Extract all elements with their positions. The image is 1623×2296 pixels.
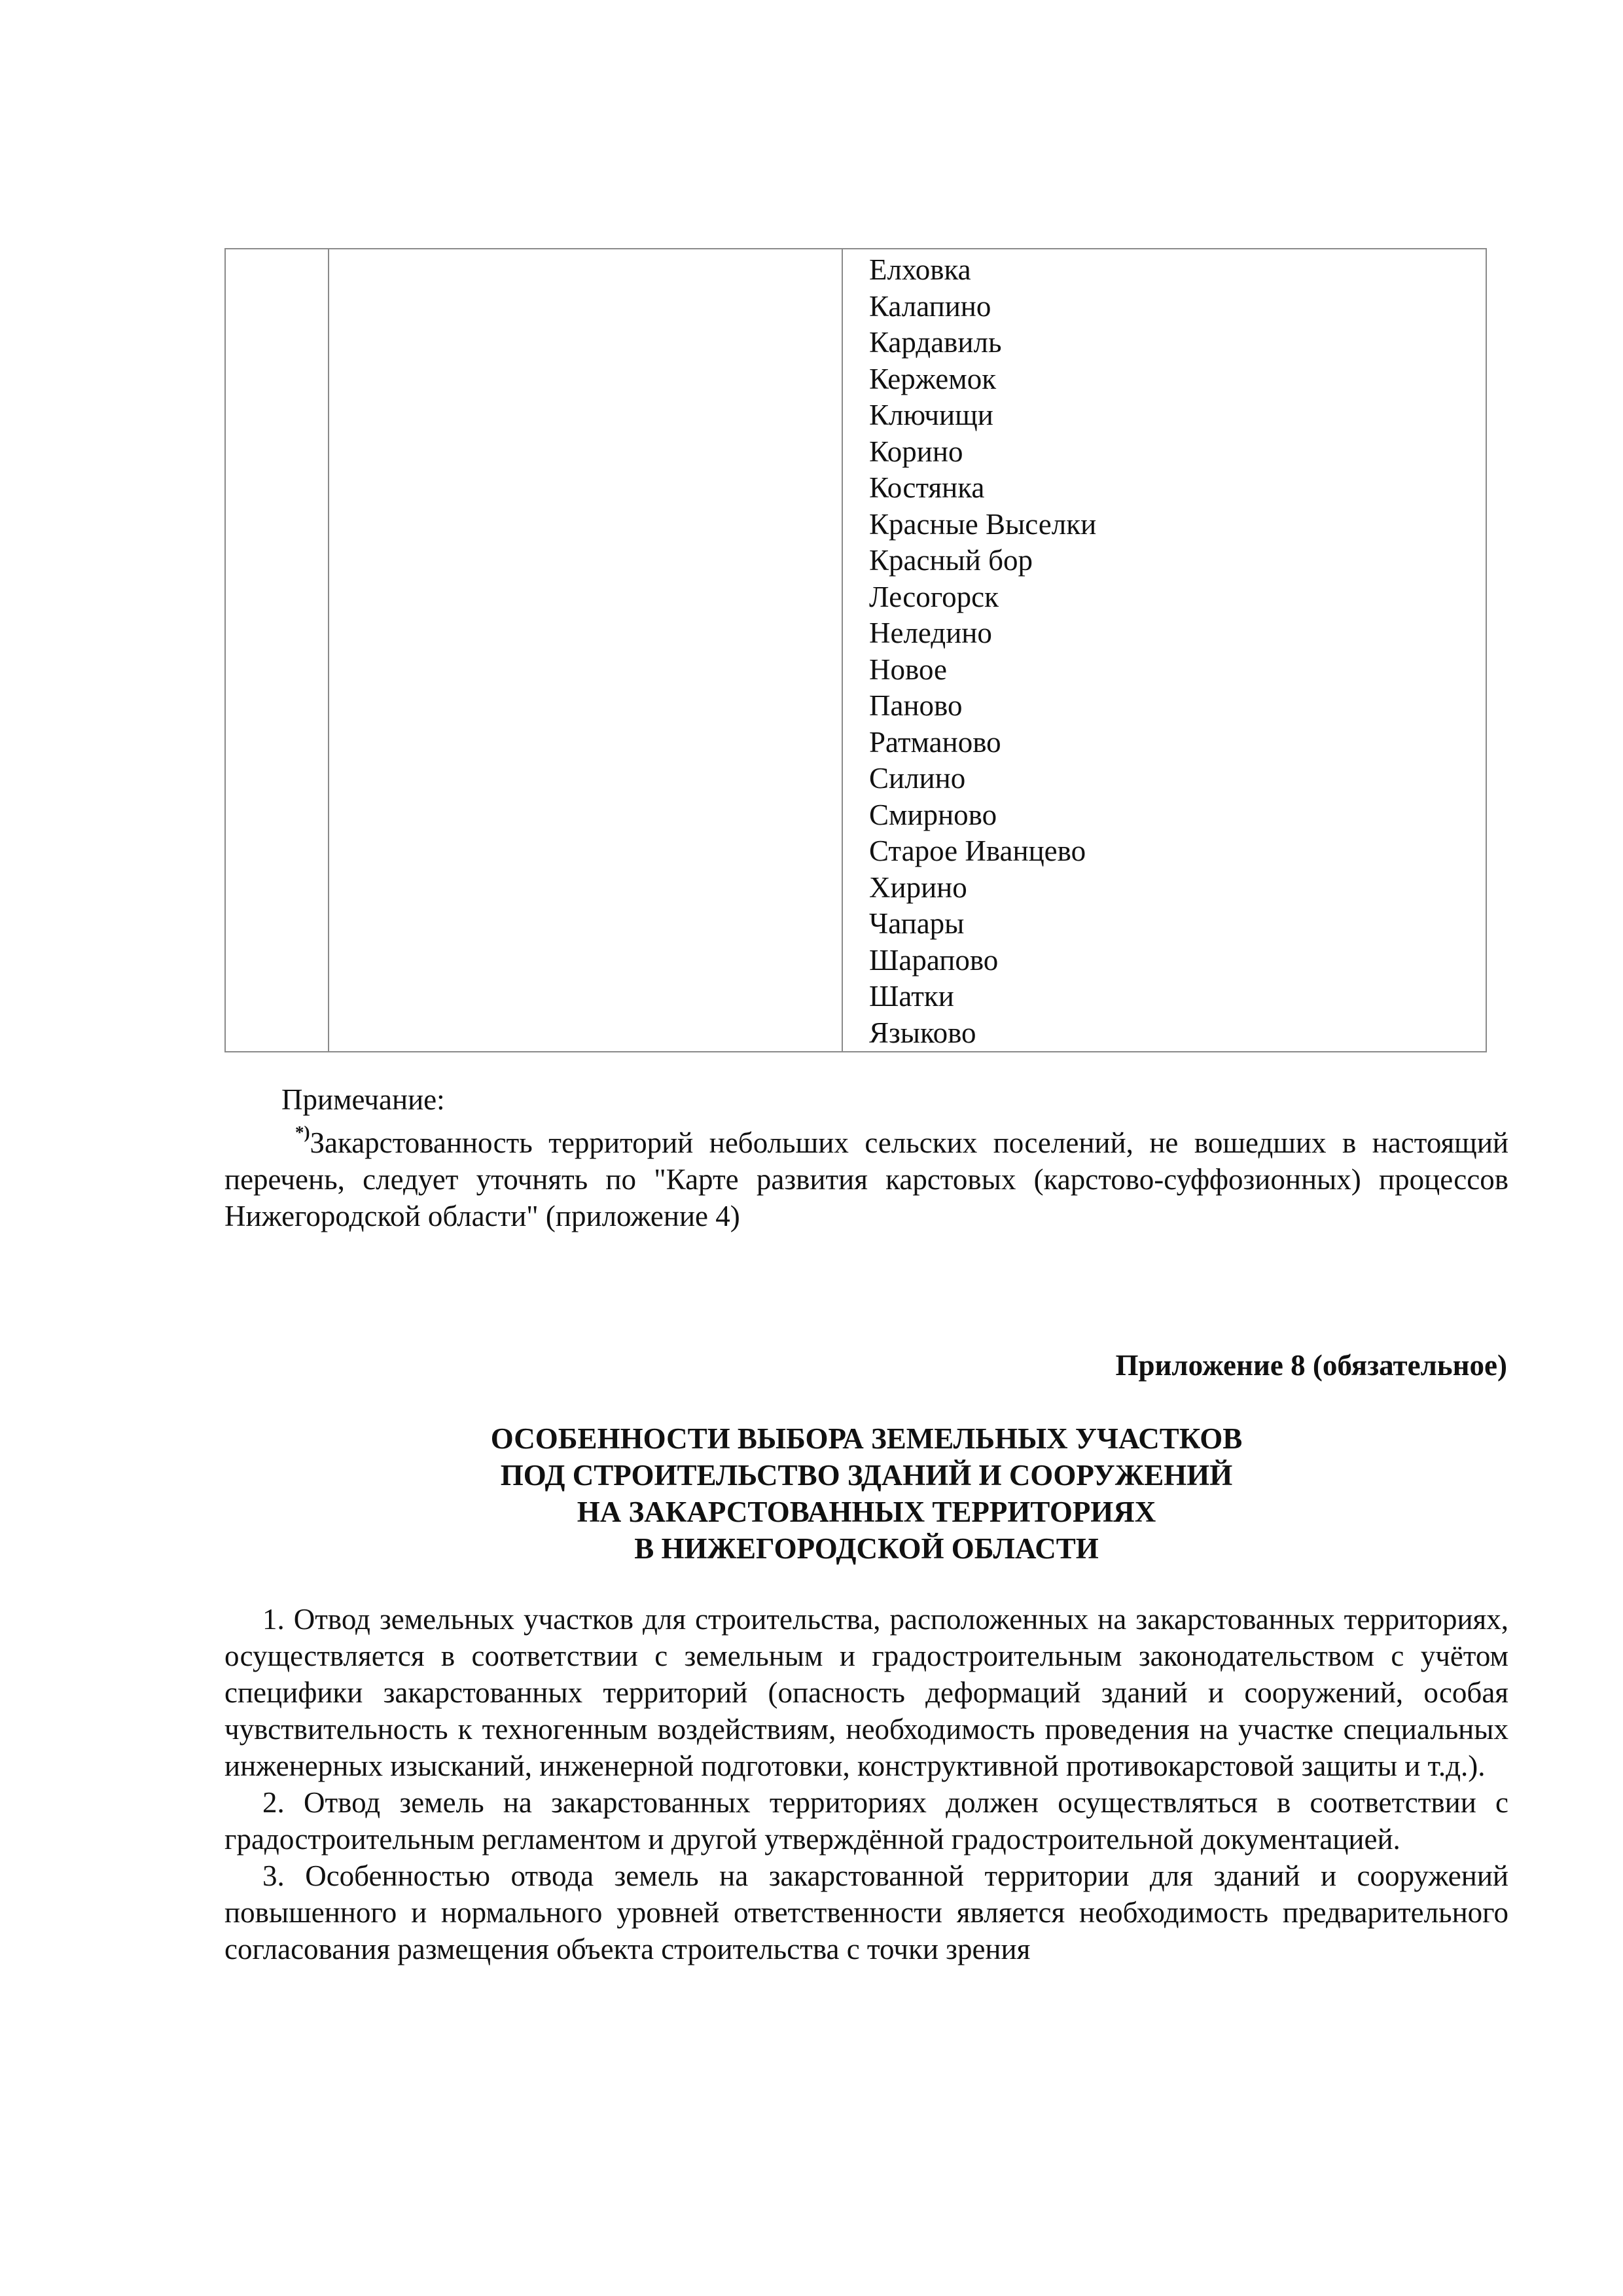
appendix-body xyxy=(224,1601,1508,1967)
settlement-item: Паново xyxy=(869,689,963,722)
title-line: ОСОБЕННОСТИ ВЫБОРА ЗЕМЕЛЬНЫХ УЧАСТКОВ xyxy=(490,1422,1243,1455)
settlement-item: Красный бор xyxy=(869,544,1033,577)
paragraph: 2. Отвод земель на закарстованных территориях должен осуществляться в соответствии с градостроительным регламентом и другой утверждённой градостроительной документацией. xyxy=(224,1786,1508,1856)
paragraph: 1. Отвод земельных участков для строительства, расположенных на закарстованных территориях, осуществляется в соответствии с земельным и градостроительным законодательством с учётом специфики закарстованных территорий (опасность деформаций зданий и сооружений, особая чувствительность к техногенным воздействиям, необходимость проведения на участке специальных инженерных изысканий, инженерной подготовки, конструктивной противокарстовой защиты и т.д.). xyxy=(224,1603,1508,1782)
settlements-table xyxy=(224,248,1487,1052)
settlement-item: Кержемок xyxy=(869,362,997,395)
table-cell-region xyxy=(329,249,842,1052)
settlement-item: Калапино xyxy=(869,289,991,323)
settlement-item: Кардавиль xyxy=(869,326,1002,359)
appendix-title xyxy=(224,1420,1508,1567)
settlement-item: Елховка xyxy=(869,253,971,286)
settlement-item: Костянка xyxy=(869,471,985,504)
settlement-item: Новое xyxy=(869,653,947,686)
table-row xyxy=(225,249,1486,1052)
appendix-label: Приложение 8 (обязательное) xyxy=(1115,1349,1507,1382)
footnote-marker: *) xyxy=(295,1122,310,1142)
settlement-item: Силино xyxy=(869,762,966,795)
settlement-item: Шатки xyxy=(869,980,954,1013)
settlement-item: Чапары xyxy=(869,907,965,940)
table-cell-settlements xyxy=(842,249,1486,1052)
note-body: Закарстованность территорий небольших сельских поселений, не вошедших в настоящий перечень, следует уточнять по "Карте развития карстовых (карстово-суффозионных) процессов Нижегородской области" (приложение 4) xyxy=(224,1126,1508,1232)
settlement-item: Языково xyxy=(869,1016,976,1049)
table-cell-number xyxy=(225,249,329,1052)
settlement-item: Неледино xyxy=(869,617,992,649)
settlement-item: Смирново xyxy=(869,798,997,831)
note-text xyxy=(224,1124,1508,1234)
settlement-item: Старое Иванцево xyxy=(869,834,1086,867)
title-line: НА ЗАКАРСТОВАННЫХ ТЕРРИТОРИЯХ xyxy=(577,1496,1156,1528)
paragraph: 3. Особенностью отвода земель на закарстованной территории для зданий и сооружений повышенного и нормального уровней ответственности является необходимость предварительного согласования размещения объекта строительства с точки зрения xyxy=(224,1859,1508,1965)
settlement-item: Шарапово xyxy=(869,943,999,977)
settlement-item: Корино xyxy=(869,435,963,468)
settlement-item: Ключищи xyxy=(869,399,993,431)
settlement-item: Красные Выселки xyxy=(869,507,1097,541)
settlement-item: Лесогорск xyxy=(869,580,999,613)
title-line: ПОД СТРОИТЕЛЬСТВО ЗДАНИЙ И СООРУЖЕНИЙ xyxy=(500,1459,1233,1492)
settlement-item: Ратманово xyxy=(869,725,1001,759)
title-line: В НИЖЕГОРОДСКОЙ ОБЛАСТИ xyxy=(634,1532,1099,1565)
note-label: Примечание: xyxy=(281,1083,445,1116)
settlement-list xyxy=(843,249,1486,1051)
settlement-item: Хирино xyxy=(869,870,967,904)
